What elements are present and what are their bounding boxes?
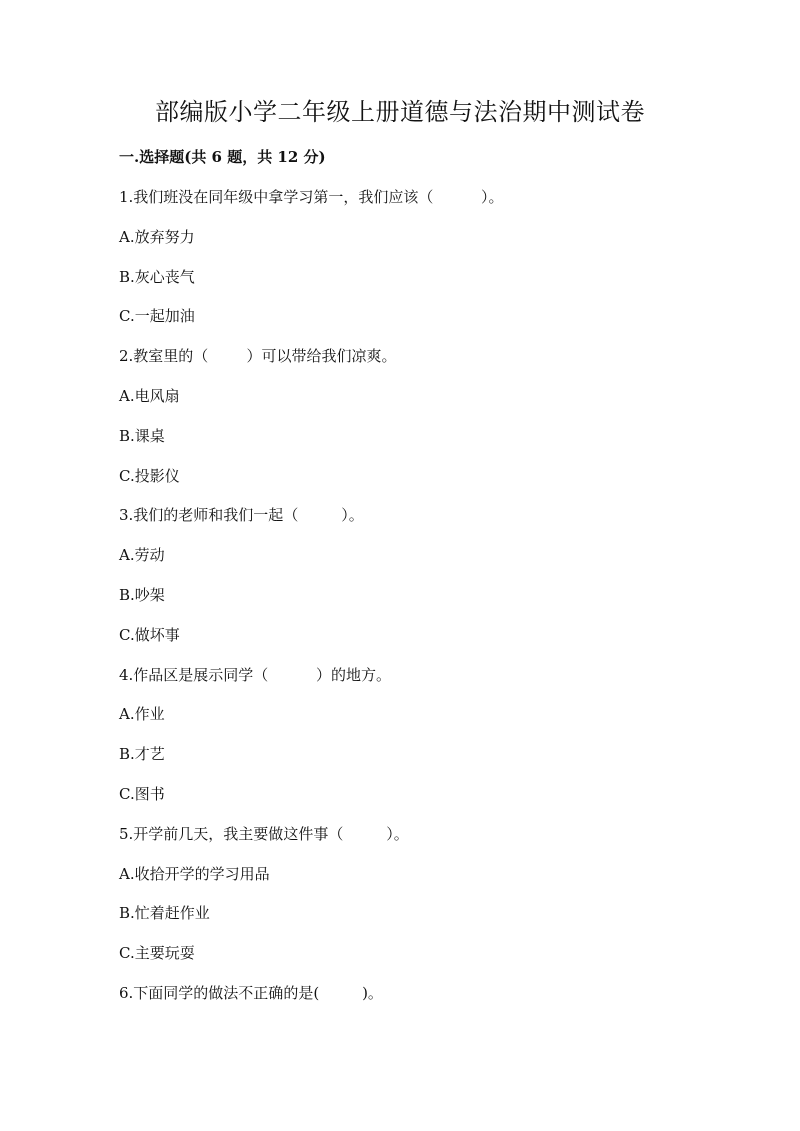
question-1-stem: 1.我们班没在同年级中拿学习第一，我们应该（ ）。 <box>119 188 504 206</box>
question-2-option-b: B.课桌 <box>119 426 165 445</box>
question-3-option-a: A.劳动 <box>119 546 165 565</box>
question-3-option-c: C.做坏事 <box>119 625 180 644</box>
question-5-option-a: A.收拾开学的学习用品 <box>119 864 270 883</box>
question-4-option-b: B.才艺 <box>119 745 165 764</box>
question-2-option-c: C.投影仪 <box>119 466 180 485</box>
question-3-option-b: B.吵架 <box>119 585 165 604</box>
question-2-stem: 2.教室里的（ ）可以带给我们凉爽。 <box>119 347 397 366</box>
question-5-option-c: C.主要玩耍 <box>119 944 195 963</box>
question-6-stem: 6.下面同学的做法不正确的是( )。 <box>119 983 383 1002</box>
question-4-stem: 4.作品区是展示同学（ ）的地方。 <box>119 665 391 684</box>
question-2-option-a: A.电风扇 <box>119 386 180 405</box>
question-4-option-a: A.作业 <box>119 705 165 724</box>
question-5-option-b: B.忙着赶作业 <box>119 904 210 923</box>
page-title: 部编版小学二年级上册道德与法治期中测试卷 <box>155 98 645 126</box>
question-5-stem: 5.开学前几天，我主要做这件事（ ）。 <box>119 824 409 843</box>
question-list <box>119 186 739 1022</box>
section-heading: 一.选择题(共 6 题，共 12 分) <box>119 148 326 166</box>
question-1-option-c: C.一起加油 <box>119 307 195 326</box>
question-1-option-b: B.灰心丧气 <box>119 267 195 286</box>
question-3-stem: 3.我们的老师和我们一起（ ）。 <box>119 506 364 525</box>
question-1-option-a: A.放弃努力 <box>119 227 195 246</box>
question-4-option-c: C.图书 <box>119 784 165 803</box>
